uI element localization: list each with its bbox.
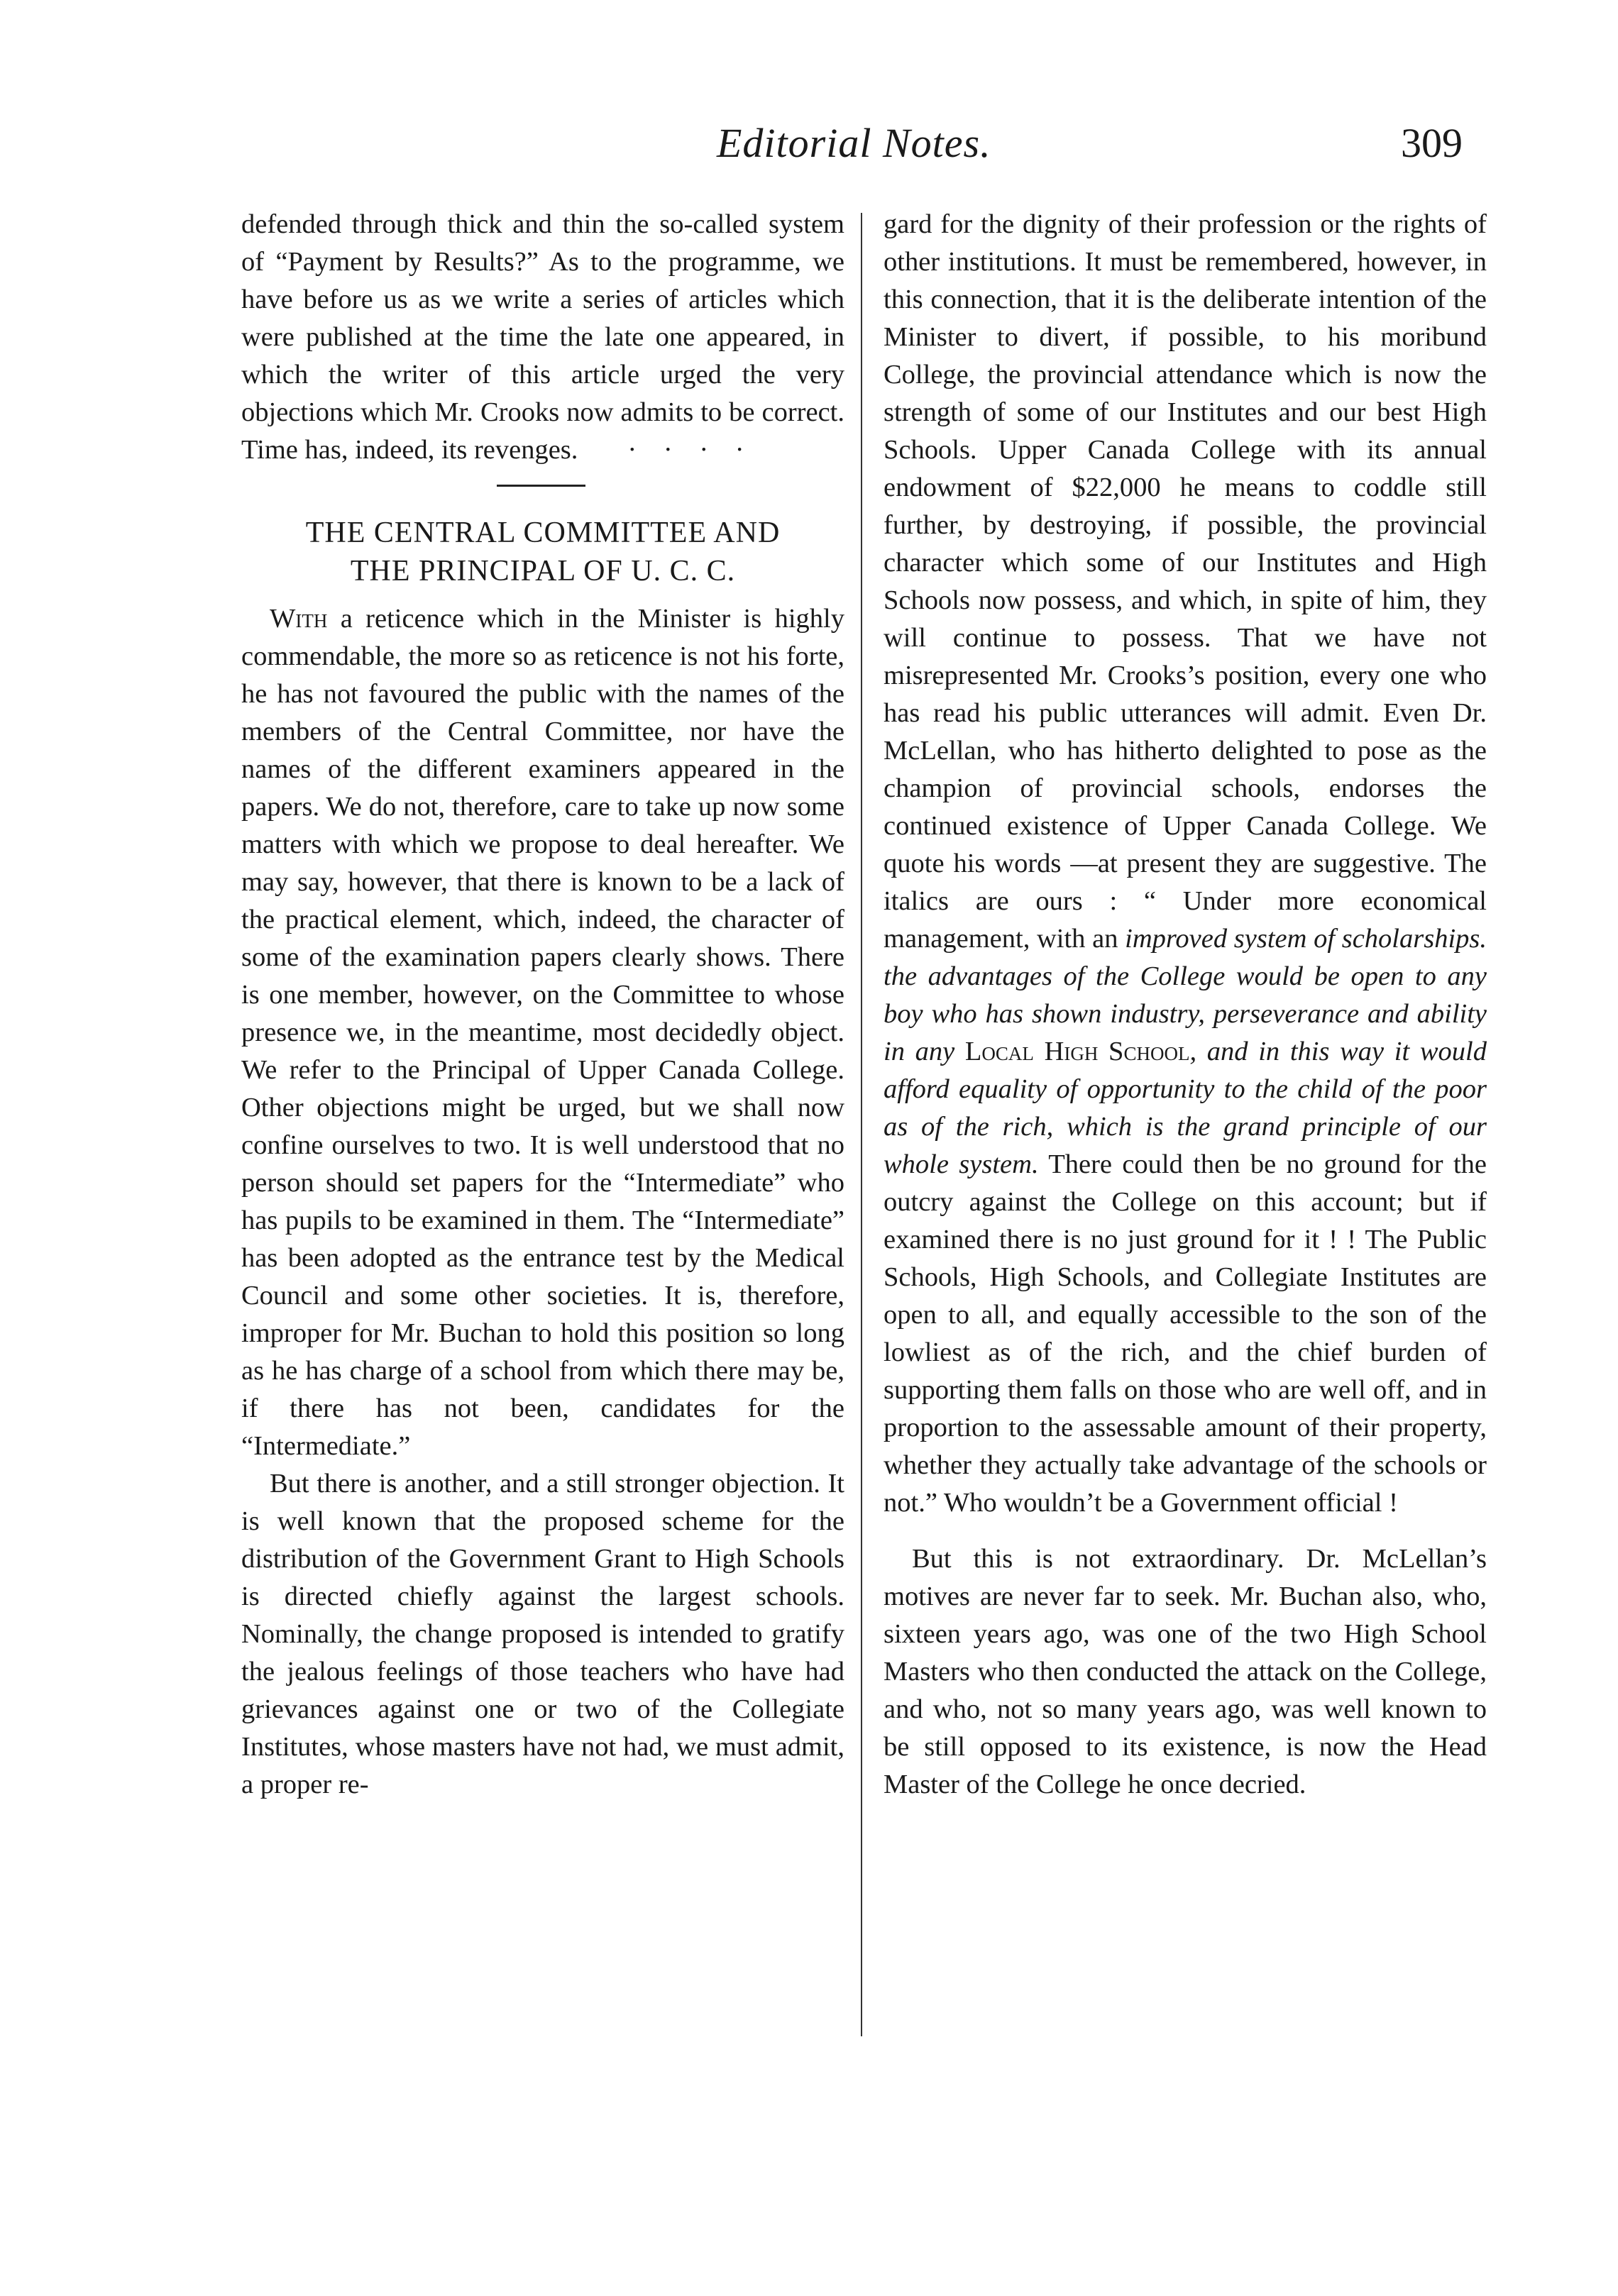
column-divider [861, 213, 862, 2036]
paragraph-1 [241, 600, 844, 1465]
continued-paragraph [884, 206, 1487, 1522]
left-column [241, 206, 844, 1804]
section-separator [497, 485, 585, 487]
quoted-italic-2: , and in this way it would afford equality of opportunity to the child of the poor as of the rich, which is the grand principle of our whole system. [884, 1037, 1487, 1179]
right-column [884, 206, 1487, 1804]
intro-paragraph [241, 206, 844, 469]
paragraph-1-text: a reticence which in the Minister is highly commendable, the more so as reticence is not his forte, he has not favoured the public with the names of the members of the Central Committee, nor have the names of the different examiners appeared in the papers. We do not, therefore, care to take up now some matters with which we propose to deal hereafter. We may say, however, that there is known to be a lack of the practical element, which, indeed, the character of some of the examination papers clearly shows. There is one member, however, on the Committee to whose presence we, in the meantime, most decidedly object. We refer to the Principal of Upper Canada College. Other objections might be urged, but we shall now confine ourselves to two. It is well understood that no person should set papers for the “Intermediate” who has pupils to be examined in them. The “Intermediate” has been adopted as the entrance test by the Medical Council and some other societies. It is, therefore, improper for Mr. Buchan to hold this position so long as he has charge of a school from which there may be, if there has not been, candidates for the “Intermediate.” [241, 604, 844, 1461]
heading-line-2: THE PRINCIPAL OF U. C. C. [350, 555, 736, 587]
intro-text: defended through thick and thin the so-called system of “Payment by Results?” As to the programme, we have before us as we write a series of articles which were published at the time the late one appeared, in which the writer of this article urged the very objections which Mr. Crooks now admits to be correct. Time has, indeed, its revenges. [241, 209, 844, 465]
heading-line-1: THE CENTRAL COMMITTEE AND [305, 517, 781, 549]
closing-paragraph: But this is not extraordinary. Dr. McLellan’s motives are never far to seek. Mr. Buchan also, who, sixteen years ago, was one of the two High School Masters who then conducted the attack on the College, and who, not so many years ago, was well known to be still opposed to its existence, is now the Head Master of the College he once decried. [884, 1544, 1487, 1799]
paragraph-2: But there is another, and a still stronger objection. It is well known that the proposed scheme for the distribution of the Government Grant to High Schools is directed chiefly against the largest schools. Nominally, the change proposed is intended to gratify the jealous feelings of those teachers who have had grievances against one or two of the Collegiate Institutes, whose masters have not had, we must admit, a proper re- [241, 1469, 844, 1799]
page-number: 309 [1401, 120, 1463, 166]
continued-text-a: gard for the dignity of their profession or the rights of other institutions. It must be remembered, however, in this connection, that it is the deliberate intention of the Minister to divert, if possible, to his moribund College, the provincial attendance which is now the strength of some of our Institutes and our best High Schools. Upper Canada College with its annual endowment of $22,000 he means to coddle still further, by destroying, if possible, the provincial character which some of our Institutes and High Schools now possess, and which, in spite of him, they will continue to possess. That we have not misrepresented Mr. Crooks’s position, every one who has read his public utterances will admit. Even Dr. McLellan, who has hitherto delighted to pose as the champion of provincial schools, endorses the continued existence of Upper Canada College. We quote his words —at present they are suggestive. The italics are ours : “ Under more economical management, with an [884, 209, 1487, 954]
continued-text-b: There could then be no ground for the outcry against the College on this account; but if examined there is no just ground for it ! ! The Public Schools, High Schools, and Collegiate Institutes are open to all, and equally accessible to the son of the lowliest as of the rich, and the chief burden of supporting them falls on those who are well off, and in proportion to the assessable amount of their property, whether they actually take advantage of the schools or not.” Who wouldn’t be a Government official ! [884, 1149, 1487, 1518]
section-heading [241, 514, 844, 590]
quoted-small-caps: Local High School [964, 1037, 1190, 1066]
running-head: Editorial Notes. [717, 120, 991, 166]
quoted-italic-1: improved system of scholarships. the advantages of the College would be open to any boy who has shown industry, perseverance and ability in any [884, 924, 1487, 1066]
lead-word: With [270, 604, 328, 634]
section-dots: · · · · [627, 435, 754, 465]
